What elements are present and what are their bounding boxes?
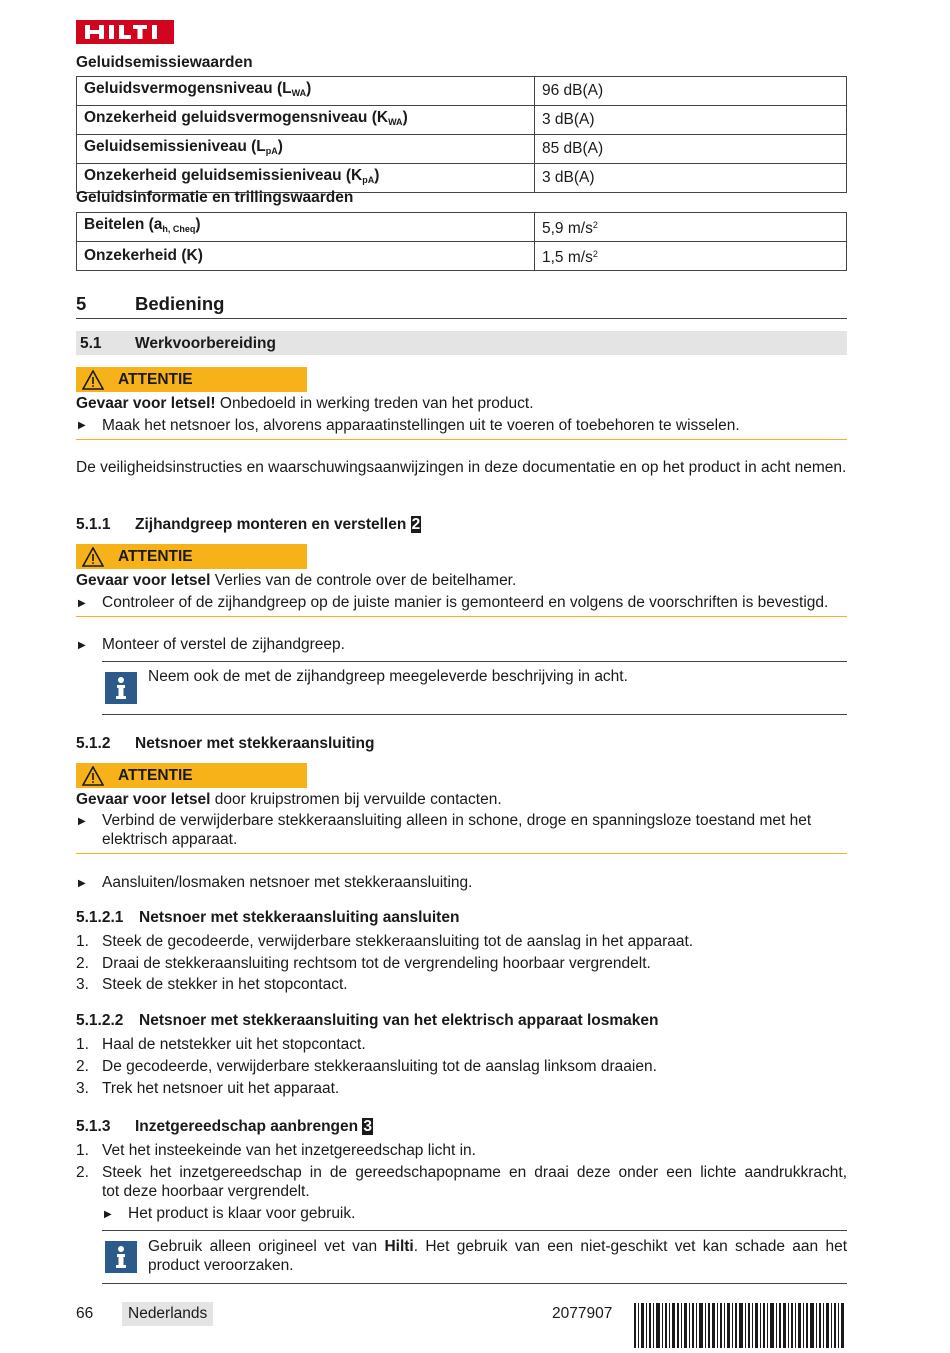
warning-text: Gevaar voor letsel door kruipstromen bij vervuilde contacten. — [76, 791, 502, 808]
noise-label: Onzekerheid geluidsvermogensniveau $(K_{WA})$ — [77, 106, 535, 135]
instruction-step: Aansluiten/losmaken netsnoer met stekkeraansluiting. — [102, 874, 473, 891]
step-text: Steek de gecodeerde, verwijderbare stekkeraansluiting tot de aanslag in het apparaat. — [102, 933, 694, 950]
step-text: Steek de stekker in het stopcontact. — [102, 976, 348, 993]
noise-value: 3 dB(A) — [535, 164, 847, 193]
attention-label: ATTENTIE — [118, 370, 193, 388]
noise-label: Geluidsvermogensniveau $(L_{WA})$ — [77, 77, 535, 106]
step-text: De gecodeerde, verwijderbare stekkeraansluiting tot de aanslag linksom draaien. — [102, 1058, 657, 1075]
bullet-arrow-icon: ▶ — [78, 598, 86, 609]
step-number: 2. — [76, 1058, 89, 1075]
warning-action: Verbind de verwijderbare stekkeraansluiting alleen in schone, droge en spanningsloze toestand met het — [102, 812, 812, 829]
section-5-1-1-title: Zijhandgreep monteren en verstellen 2 — [135, 516, 421, 533]
result-text: Het product is klaar voor gebruik. — [128, 1205, 356, 1222]
noise-value: 96 dB(A) — [535, 77, 847, 106]
warning-icon — [82, 766, 104, 786]
footer-language: Nederlands — [122, 1302, 213, 1326]
hilti-logo-mark — [76, 20, 174, 44]
section-5-title: Bediening — [135, 293, 225, 314]
step-text: Vet het insteekeinde van het inzetgereedschap licht in. — [102, 1142, 476, 1159]
info-text: Gebruik alleen origineel vet van Hilti. Het gebruik van een niet-geschikt vet kan schade aan het — [148, 1238, 848, 1255]
safety-paragraph: De veiligheidsinstructies en waarschuwingsaanwijzingen in deze documentatie en op het product in acht nemen. — [76, 459, 847, 476]
section-5-1-2-number: 5.1.2 — [76, 735, 111, 752]
warning-end-rule — [76, 616, 847, 617]
bullet-arrow-icon: ▶ — [78, 420, 86, 431]
step-number: 2. — [76, 1164, 89, 1181]
step-text-cont: tot deze hoorbaar vergrendelt. — [102, 1183, 310, 1200]
noise-label: Onzekerheid geluidsemissieniveau $(K_{pA})$ — [77, 164, 535, 193]
table-row — [77, 135, 847, 164]
section-5-1-2-1-title: Netsnoer met stekkeraansluiting aansluiten — [139, 909, 460, 926]
step-text: Steek het inzetgereedschap in de gereedschapopname en draai deze onder een lichte aandrukkracht, — [102, 1164, 847, 1181]
vibration-label: Onzekerheid (K) — [77, 242, 535, 271]
step-number: 1. — [76, 1142, 89, 1159]
info-text: Neem ook de met de zijhandgreep meegeleverde beschrijving in acht. — [148, 668, 628, 685]
section-5-number: 5 — [76, 293, 87, 314]
attention-label: ATTENTIE — [118, 547, 193, 565]
figure-ref: 3 — [363, 1118, 373, 1135]
step-number: 1. — [76, 933, 89, 950]
info-bottom-rule — [102, 1283, 847, 1284]
noise-label: Geluidsemissieniveau $(L_{pA})$ — [77, 135, 535, 164]
section-divider — [76, 318, 847, 319]
info-icon — [105, 1241, 137, 1273]
vibration-label: Beitelen $(a_{h, Cheq})$ — [77, 213, 535, 242]
noise-value: 85 dB(A) — [535, 135, 847, 164]
attention-label: ATTENTIE — [118, 766, 193, 784]
section-5-1-2-1-number: 5.1.2.1 — [76, 909, 124, 926]
vibration-value: 1,5 $m/s^2$ — [535, 242, 847, 271]
step-number: 3. — [76, 1080, 89, 1097]
section-5-1-3-number: 5.1.3 — [76, 1118, 111, 1135]
info-top-rule — [102, 1230, 847, 1231]
section-5-1-3-title: Inzetgereedschap aanbrengen 3 — [135, 1118, 373, 1135]
info-top-rule — [102, 661, 847, 662]
barcode — [634, 1303, 846, 1348]
section-5-1-title: Werkvoorbereiding — [135, 335, 276, 352]
attention-banner — [76, 763, 307, 788]
vibration-heading: Geluidsinformatie en trillingswaarden — [76, 189, 354, 206]
warning-end-rule — [76, 439, 847, 440]
warning-end-rule — [76, 853, 847, 854]
hilti-logo — [76, 20, 174, 44]
bullet-arrow-icon: ▶ — [78, 878, 86, 889]
step-number: 3. — [76, 976, 89, 993]
warning-action: Maak het netsnoer los, alvorens apparaatinstellingen uit te voeren of toebehoren te wisselen. — [102, 417, 740, 434]
info-text-cont: product veroorzaken. — [148, 1257, 294, 1274]
page-number: 66 — [76, 1305, 94, 1322]
bullet-arrow-icon: ▶ — [78, 640, 86, 651]
step-text: Draai de stekkeraansluiting rechtsom tot de vergrendeling hoorbaar vergrendelt. — [102, 955, 651, 972]
warning-text: Gevaar voor letsel! Onbedoeld in werking treden van het product. — [76, 395, 534, 412]
table-row — [77, 77, 847, 106]
section-5-1-1-number: 5.1.1 — [76, 516, 111, 533]
document-number: 2077907 — [552, 1305, 613, 1322]
figure-ref: 2 — [411, 516, 421, 533]
table-row — [77, 213, 847, 242]
info-bottom-rule — [102, 714, 847, 715]
warning-text: Gevaar voor letsel Verlies van de controle over de beitelhamer. — [76, 572, 517, 589]
warning-icon — [82, 370, 104, 390]
step-number: 2. — [76, 955, 89, 972]
noise-table — [76, 76, 847, 193]
noise-value: 3 dB(A) — [535, 106, 847, 135]
noise-heading: Geluidsemissiewaarden — [76, 54, 253, 71]
section-5-1-number: 5.1 — [80, 335, 102, 352]
table-row — [77, 106, 847, 135]
step-number: 1. — [76, 1036, 89, 1053]
attention-banner — [76, 544, 307, 569]
attention-banner — [76, 367, 307, 392]
warning-action-cont: elektrisch apparaat. — [102, 831, 238, 848]
instruction-step: Monteer of verstel de zijhandgreep. — [102, 636, 345, 653]
bullet-arrow-icon: ▶ — [104, 1209, 112, 1220]
step-text: Haal de netstekker uit het stopcontact. — [102, 1036, 366, 1053]
section-5-1-2-2-number: 5.1.2.2 — [76, 1012, 124, 1029]
step-text: Trek het netsnoer uit het apparaat. — [102, 1080, 340, 1097]
warning-icon — [82, 547, 104, 567]
section-5-1-2-title: Netsnoer met stekkeraansluiting — [135, 735, 375, 752]
info-icon — [105, 672, 137, 704]
warning-action: Controleer of de zijhandgreep op de juiste manier is gemonteerd en volgens de voorschriften is bevestigd. — [102, 594, 829, 611]
section-5-1-2-2-title: Netsnoer met stekkeraansluiting van het elektrisch apparaat losmaken — [139, 1012, 659, 1029]
vibration-value: 5,9 $m/s^2$ — [535, 213, 847, 242]
bullet-arrow-icon: ▶ — [78, 816, 86, 827]
table-row — [77, 242, 847, 271]
vibration-table — [76, 212, 847, 271]
